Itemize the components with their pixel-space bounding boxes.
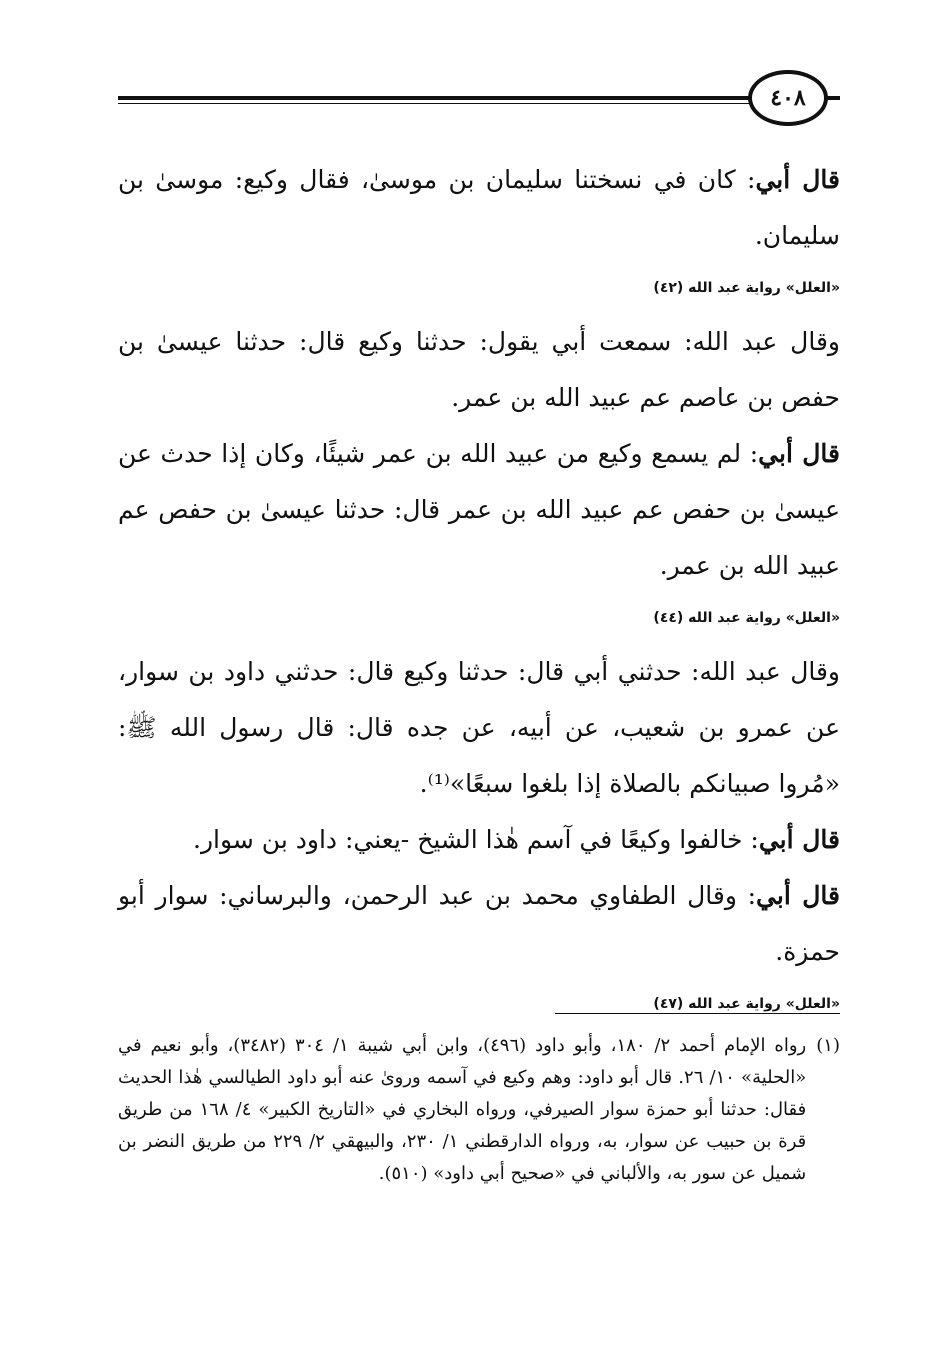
paragraph-text: وقال عبد الله: حدثني أبي قال: حدثنا وكيع قال: حدثني داود بن سوار، عن عمرو بن شعيب، عن أبيه، عن جده قال: قال رسول الله ﷺ: «مُروا صبيانكم بالصلاة إذا بلغوا سبعًا»⁽¹⁾. (118, 657, 840, 798)
footnote (118, 1030, 840, 1190)
page-header (118, 70, 840, 132)
paragraph-text: : خالفوا وكيعًا في آسم هٰذا الشيخ -يعني: داود بن سوار. (193, 825, 759, 854)
paragraph (118, 644, 840, 812)
footnote-number: (١) (816, 1035, 840, 1056)
paragraph (118, 152, 840, 264)
source-citation: «العلل» رواية عبد الله (٤٧) (653, 996, 840, 1012)
speaker: قال أبي (758, 825, 840, 854)
source-citation: «العلل» رواية عبد الله (٤٤) (653, 610, 840, 626)
paragraph (118, 868, 840, 980)
footnote-separator (555, 1013, 840, 1014)
paragraph-text: : لم يسمع وكيع من عبيد الله بن عمر شيئًا، وكان إذا حدث عن عيسىٰ بن حفص عم عبيد الله بن عمر قال: حدثنا عيسىٰ بن حفص عم عبيد الله بن عمر. (118, 439, 840, 580)
footnote-text: رواه الإمام أحمد ٢/ ١٨٠، وأبو داود (٤٩٦)، وابن أبي شيبة ١/ ٣٠٤ (٣٤٨٢)، وأبو نعيم في «الحلية» ١٠/ ٢٦. قال أبو داود: وهم وكيع في آسمه ورویٰ عنه أبو داود الطيالسي هٰذا الحديث فقال: حدثنا أبو حمزة سوار الصيرفي، ورواه البخاري في «التاريخ الكبير» ٤/ ١٦٨ من طريق قرة بن حبيب عن سوار، به، ورواه الدارقطني ١/ ٢٣٠، والبيهقي ٢/ ٢٢٩ من طريق النضر بن شميل عن سور به، والألباني في «صحيح أبي داود» (٥١٠). (118, 1035, 807, 1184)
header-rule-thick (118, 96, 758, 100)
paragraph-text: وقال عبد الله: سمعت أبي يقول: حدثنا وكيع قال: حدثنا عيسىٰ بن حفص بن عاصم عم عبيد الله بن عمر. (118, 327, 840, 412)
paragraph-text: : كان في نسختنا سليمان بن موسىٰ، فقال وكيع: موسىٰ بن سليمان. (118, 165, 840, 250)
page-number: ٤٠٨ (748, 70, 828, 126)
source-citation: «العلل» رواية عبد الله (٤٢) (653, 280, 840, 296)
footnotes (118, 1030, 840, 1190)
paragraph (118, 314, 840, 426)
header-rule-thin (118, 103, 758, 104)
paragraph (118, 426, 840, 594)
speaker: قال أبي (758, 439, 840, 468)
paragraph-text: : وقال الطفاوي محمد بن عبد الرحمن، والبرساني: سوار أبو حمزة. (118, 881, 840, 966)
speaker: قال أبي (756, 881, 840, 910)
paragraph (118, 812, 840, 868)
speaker: قال أبي (755, 165, 840, 194)
main-text (118, 152, 840, 1030)
